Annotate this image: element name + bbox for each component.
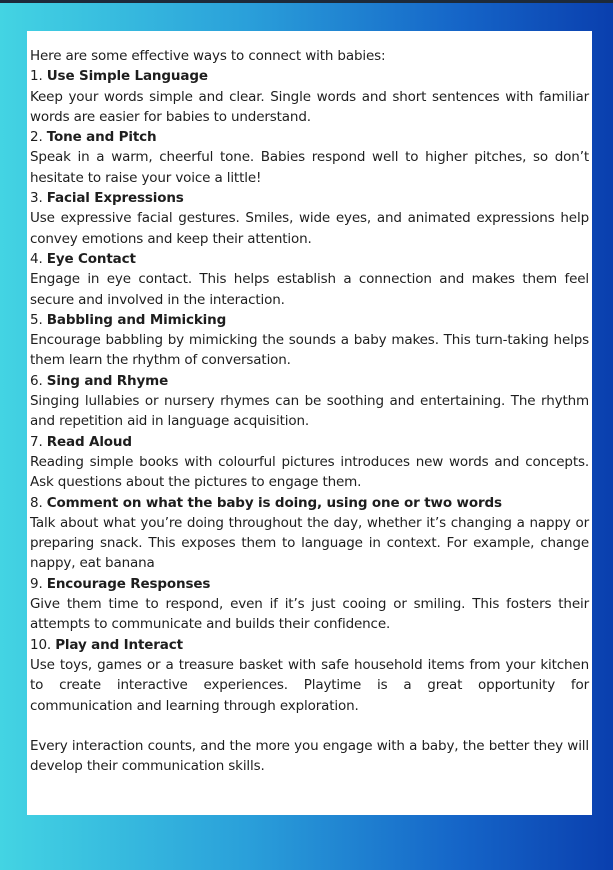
tip-heading xyxy=(30,249,589,269)
top-border xyxy=(0,0,613,3)
tip-title: Encourage Responses xyxy=(46,575,211,592)
tip-number: 9. xyxy=(30,575,43,592)
tip-body: Engage in eye contact. This helps establish a connection and makes them feel secure and involved in the interaction. xyxy=(30,271,589,308)
tip-heading xyxy=(30,493,589,513)
spacer xyxy=(30,716,589,736)
tip-body: Encourage babbling by mimicking the sounds a baby makes. This turn-taking helps them learn the rhythm of conversation. xyxy=(30,332,589,369)
tip-title: Eye Contact xyxy=(46,250,136,267)
tip-title: Tone and Pitch xyxy=(46,129,157,146)
tip-title: Babbling and Mimicking xyxy=(46,311,227,328)
tip-heading xyxy=(30,66,589,86)
tip-number: 2. xyxy=(30,129,43,146)
tip-body: Give them time to respond, even if it’s just cooing or smiling. This fosters their attempts to communicate and builds their confidence. xyxy=(30,596,589,633)
tip-body: Use toys, games or a treasure basket with safe household items from your kitchen to create interactive experiences. Playtime is a great opportunity for communication and learning through exploration. xyxy=(30,656,589,714)
tip-title: Read Aloud xyxy=(46,433,132,450)
tip-body: Singing lullabies or nursery rhymes can be soothing and entertaining. The rhythm and repetition aid in language acquisition. xyxy=(30,393,589,430)
tip-body: Speak in a warm, cheerful tone. Babies respond well to higher pitches, so don’t hesitate to raise your voice a little! xyxy=(30,149,589,186)
tip-item xyxy=(30,249,589,310)
tip-number: 4. xyxy=(30,250,43,267)
tip-title: Play and Interact xyxy=(55,636,183,653)
closing-text: Every interaction counts, and the more you engage with a baby, the better they will develop their communication skills. xyxy=(30,738,589,775)
tip-heading xyxy=(30,574,589,594)
tip-heading xyxy=(30,310,589,330)
tip-number: 3. xyxy=(30,190,43,207)
tip-title: Comment on what the baby is doing, using one or two words xyxy=(46,494,502,511)
tip-number: 5. xyxy=(30,311,43,328)
tip-body: Talk about what you’re doing throughout the day, whether it’s changing a nappy or preparing snack. This exposes them to language in context. For example, change nappy, eat banana xyxy=(30,514,589,572)
content-card xyxy=(27,31,592,815)
tip-heading xyxy=(30,127,589,147)
tip-item xyxy=(30,188,589,249)
tip-number: 6. xyxy=(30,372,43,389)
tip-heading xyxy=(30,635,589,655)
tip-body: Reading simple books with colourful pictures introduces new words and concepts. Ask questions about the pictures to engage them. xyxy=(30,453,589,491)
tip-number: 10. xyxy=(30,636,52,653)
tip-item xyxy=(30,371,589,432)
tip-heading xyxy=(30,371,589,391)
tip-item xyxy=(30,432,589,493)
tip-title: Use Simple Language xyxy=(46,68,208,85)
tip-item xyxy=(30,127,589,188)
tip-body: Use expressive facial gestures. Smiles, wide eyes, and animated expressions help convey emotions and keep their attention. xyxy=(30,210,589,247)
tip-title: Sing and Rhyme xyxy=(46,372,169,389)
tip-body: Keep your words simple and clear. Single words and short sentences with familiar words are easier for babies to understand. xyxy=(30,88,589,125)
tip-number: 1. xyxy=(30,68,43,85)
tip-item xyxy=(30,310,589,371)
tip-item xyxy=(30,66,589,127)
tip-number: 8. xyxy=(30,494,43,511)
tip-item xyxy=(30,493,589,574)
tip-heading xyxy=(30,432,589,452)
tip-title: Facial Expressions xyxy=(46,190,184,207)
intro-text: Here are some effective ways to connect with babies: xyxy=(30,48,386,64)
tip-heading xyxy=(30,188,589,208)
tip-item xyxy=(30,574,589,635)
tip-item xyxy=(30,635,589,716)
tip-number: 7. xyxy=(30,433,43,450)
